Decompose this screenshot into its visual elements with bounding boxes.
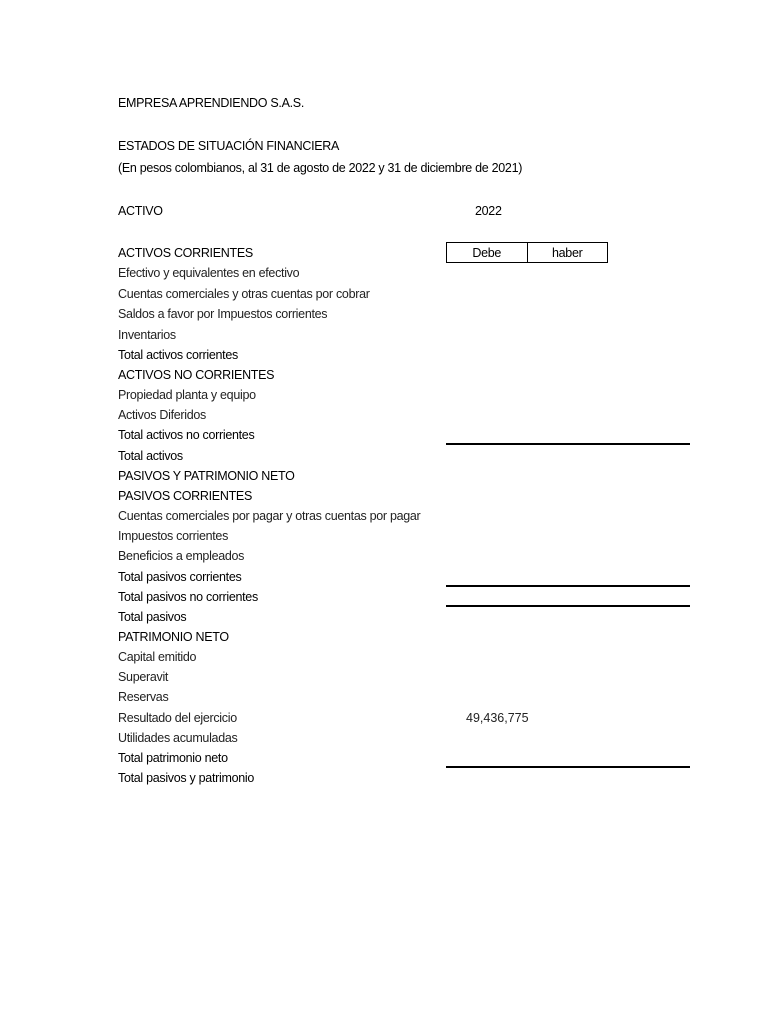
row-label: Impuestos corrientes bbox=[118, 529, 229, 543]
row-label: ACTIVOS NO CORRIENTES bbox=[118, 368, 275, 382]
total-rule bbox=[446, 585, 690, 587]
statement-title: ESTADOS DE SITUACIÓN FINANCIERA bbox=[118, 139, 340, 153]
row-label: Propiedad planta y equipo bbox=[118, 388, 256, 402]
row-label: Superavit bbox=[118, 670, 169, 684]
row-label: Efectivo y equivalentes en efectivo bbox=[118, 266, 300, 280]
debe-header: Debe bbox=[447, 243, 528, 262]
row-label: Reservas bbox=[118, 690, 169, 704]
row-label: Total pasivos no corrientes bbox=[118, 590, 258, 604]
row-label: Inventarios bbox=[118, 328, 176, 342]
row-label: Total pasivos corrientes bbox=[118, 570, 242, 584]
row-label: Activos Diferidos bbox=[118, 408, 206, 422]
row-label: Resultado del ejercicio bbox=[118, 711, 237, 725]
row-label: ACTIVOS CORRIENTES bbox=[118, 246, 253, 260]
row-label: PASIVOS CORRIENTES bbox=[118, 489, 252, 503]
haber-header: haber bbox=[552, 245, 583, 260]
row-label: Cuentas comerciales y otras cuentas por cobrar bbox=[118, 287, 370, 301]
company-name: EMPRESA APRENDIENDO S.A.S. bbox=[118, 96, 305, 110]
debe-haber-header bbox=[446, 242, 608, 263]
row-label: PATRIMONIO NETO bbox=[118, 630, 229, 644]
row-label: Total activos bbox=[118, 449, 183, 463]
row-label: Beneficios a empleados bbox=[118, 549, 245, 563]
row-label: Saldos a favor por Impuestos corrientes bbox=[118, 307, 328, 321]
total-rule bbox=[446, 605, 690, 607]
row-label: Capital emitido bbox=[118, 650, 197, 664]
section-label-activo: ACTIVO bbox=[118, 204, 163, 218]
row-label: Cuentas comerciales por pagar y otras cuentas por pagar bbox=[118, 509, 421, 523]
row-label: PASIVOS Y PATRIMONIO NETO bbox=[118, 469, 295, 483]
row-label: Utilidades acumuladas bbox=[118, 731, 238, 745]
row-label: Total activos corrientes bbox=[118, 348, 238, 362]
total-rule bbox=[446, 766, 690, 768]
resultado-ejercicio-value: 49,436,775 bbox=[466, 711, 529, 725]
row-label: Total pasivos y patrimonio bbox=[118, 771, 255, 785]
statement-subtitle: (En pesos colombianos, al 31 de agosto de 2022 y 31 de diciembre de 2021) bbox=[118, 161, 523, 175]
year-header: 2022 bbox=[475, 204, 502, 218]
total-rule bbox=[446, 443, 690, 445]
row-label: Total patrimonio neto bbox=[118, 751, 228, 765]
row-label: Total activos no corrientes bbox=[118, 428, 255, 442]
row-label: Total pasivos bbox=[118, 610, 187, 624]
